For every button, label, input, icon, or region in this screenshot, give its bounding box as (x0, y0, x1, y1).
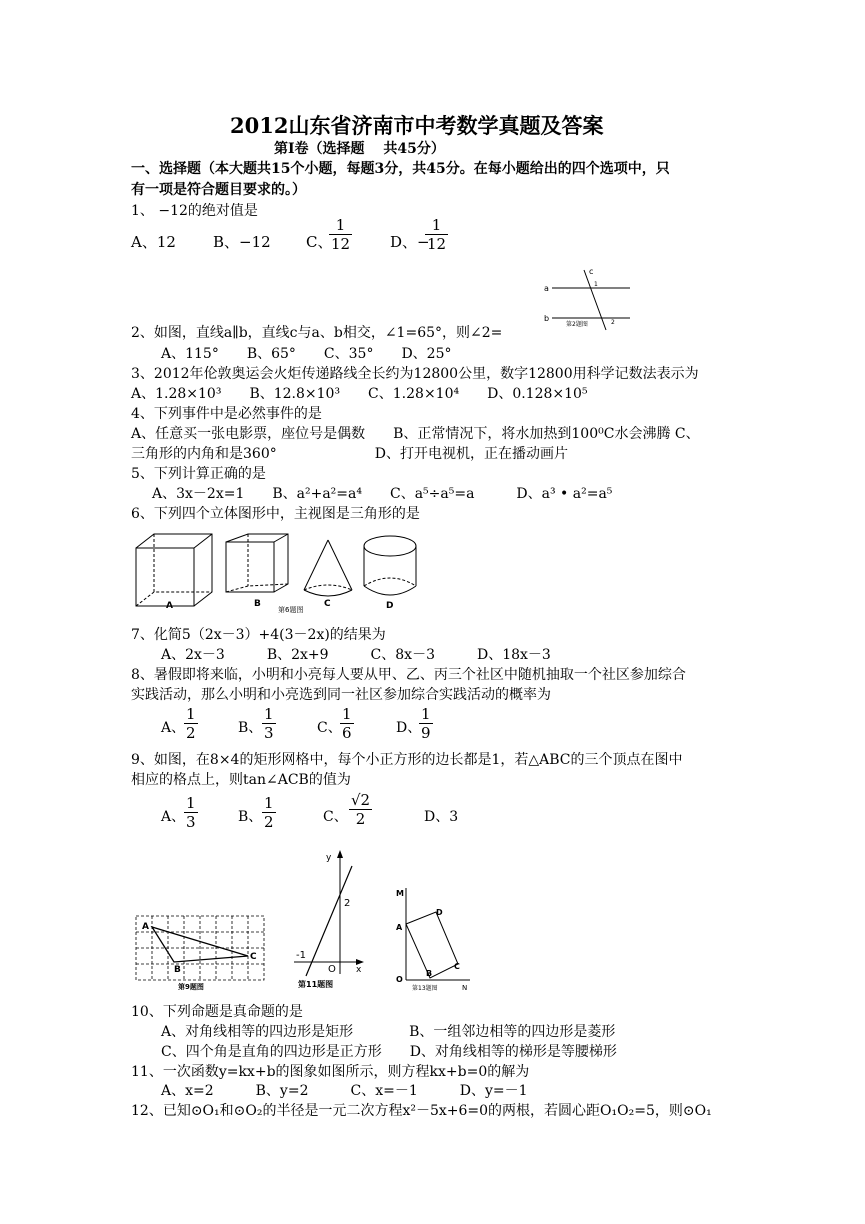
q9-option-b-prefix: B、 (238, 809, 263, 825)
q5-options: A、3x－2x=1 B、a²+a²=a⁴ C、a⁵÷a⁵=a D、a³ • a²=a⁵ (152, 486, 613, 502)
x-axis-label: x (356, 965, 362, 975)
solid-c-cone (304, 540, 352, 596)
q2-options: A、115° B、65° C、35° D、25° (161, 346, 452, 362)
q8-option-c-fraction (340, 705, 354, 742)
q1-option-d-prefix: D、− (390, 233, 430, 251)
fraction-numerator: 1 (329, 216, 352, 235)
q3-stem: 3、2012年伦敦奥运会火炬传递路线全长约为12800公里，数字12800用科学记数法表示为 (131, 366, 699, 382)
section-heading-line2: 有一项是符合题目要求的。） (131, 182, 306, 198)
q12-stem: 12、已知⊙O₁和⊙O₂的半径是一元二次方程x²－5x+6=0的两根，若圆心距O₁O₂=5，则⊙O₁ (131, 1103, 712, 1119)
q8-option-a-prefix: A、 (161, 720, 186, 736)
q9-line1: 9、如图，在8×4的矩形网格中，每个小正方形的边长都是1，若△ABC的三个顶点在图中 (131, 752, 683, 768)
section-subtitle: 第Ⅰ卷（选择题 共45分） (274, 141, 445, 157)
q9-option-a-fraction (184, 794, 198, 831)
q13-figure-caption: 第13题图 (412, 985, 438, 992)
fraction-denominator: 12 (331, 235, 351, 253)
q4-stem: 4、下列事件中是必然事件的是 (131, 406, 322, 422)
q6-stem: 6、下列四个立体图形中，主视图是三角形的是 (131, 506, 420, 522)
page-title: 2012山东省济南市中考数学真题及答案 (230, 113, 604, 138)
line-c-label: c (589, 267, 594, 276)
angle-1-label: 1 (594, 281, 598, 288)
q9-option-c-prefix: C、 (323, 809, 348, 825)
q6-figure-caption: 第6题图 (278, 606, 304, 614)
fraction-denominator: 6 (342, 724, 352, 742)
q2-figure (540, 268, 632, 332)
fraction-denominator: 2 (264, 813, 274, 831)
point-b-label: B (426, 969, 433, 978)
fraction-denominator: 3 (186, 813, 196, 831)
q8-line2: 实践活动，那么小明和小亮选到同一社区参加综合实践活动的概率为 (131, 687, 551, 703)
q11-figure (290, 848, 370, 990)
q8-option-b-prefix: B、 (238, 720, 263, 736)
point-c-label: C (454, 962, 460, 971)
q11-options: A、x=2 B、y=2 C、x=－1 D、y=－1 (161, 1083, 528, 1099)
angle-2-label: 2 (611, 319, 615, 326)
q8-option-a-fraction (184, 705, 198, 742)
q3-options: A、1.28×10³ B、12.8×10³ C、1.28×10⁴ D、0.128×10⁵ (131, 386, 588, 402)
fraction-denominator: 2 (186, 724, 196, 742)
line-a-label: a (544, 284, 549, 293)
q9-figure (134, 912, 266, 990)
q6-figure (130, 530, 420, 615)
q5-stem: 5、下列计算正确的是 (131, 466, 266, 482)
point-a-label: A (142, 922, 149, 932)
solid-d-cylinder (364, 536, 416, 595)
q1-option-b: B、−12 (213, 233, 271, 251)
q9-option-a-prefix: A、 (161, 809, 186, 825)
q4-line1: A、任意买一张电影票，座位号是偶数 B、正常情况下，将水加热到100⁰C水会沸腾 C、 (131, 426, 700, 442)
q8-option-c-prefix: C、 (317, 720, 342, 736)
q7-stem: 7、化简5（2x－3）+4(3－2x)的结果为 (131, 627, 386, 643)
point-n-label: N (462, 984, 468, 992)
q10-stem: 10、下列命题是真命题的是 (131, 1004, 303, 1020)
q9-option-b-fraction (262, 794, 276, 831)
q10-line2: C、四个角是直角的四边形是正方形 D、对角线相等的梯形是等腰梯形 (161, 1044, 617, 1060)
point-m-label: M (396, 889, 404, 898)
q11-figure-caption: 第11题图 (298, 980, 334, 989)
fraction-numerator: 1 (421, 705, 431, 723)
fraction-numerator: 1 (342, 705, 352, 723)
q1-option-a: A、12 (131, 233, 176, 251)
fraction-denominator: 3 (264, 724, 274, 742)
point-d-label: D (436, 908, 443, 917)
line-b-label: b (544, 314, 550, 323)
origin-label: O (328, 964, 336, 975)
point-c-label: C (250, 952, 257, 962)
solid-a-cube (136, 534, 212, 606)
q7-options: A、2x－3 B、2x+9 C、8x－3 D、18x－3 (161, 647, 551, 663)
q9-option-d: D、3 (424, 809, 459, 825)
q8-option-b-fraction (262, 705, 276, 742)
q1-option-c-prefix: C、 (306, 233, 333, 251)
solid-c-label: C (324, 599, 331, 609)
fraction-denominator: 9 (421, 724, 431, 742)
q1-option-c-fraction (329, 216, 352, 253)
fraction-numerator: 1 (264, 705, 274, 723)
q8-line1: 8、暑假即将来临，小明和小亮每人要从甲、乙、丙三个社区中随机抽取一个社区参加综合 (131, 667, 686, 683)
q9-option-c-fraction (349, 791, 372, 828)
q8-option-d-prefix: D、 (396, 720, 422, 736)
q13-figure (392, 884, 482, 994)
fraction-numerator: 1 (264, 794, 274, 812)
point-a-label: A (396, 923, 403, 932)
fraction-denominator: 12 (427, 235, 447, 253)
q10-line1: A、对角线相等的四边形是矩形 B、一组邻边相等的四边形是菱形 (161, 1024, 616, 1040)
q2-stem: 2、如图，直线a∥b，直线c与a、b相交，∠1=65°，则∠2= (131, 325, 503, 341)
solid-a-label: A (166, 601, 173, 611)
point-o-label: O (396, 975, 403, 984)
fraction-denominator: 2 (355, 810, 366, 828)
fraction-numerator: 1 (186, 794, 196, 812)
section-heading-line1: 一、选择题（本大题共15个小题，每题3分，共45分。在每小题给出的四个选项中，只 (131, 161, 670, 177)
fraction-numerator: 1 (425, 216, 448, 235)
q9-line2: 相应的格点上，则tan∠ACB的值为 (131, 772, 351, 788)
x-intercept-label: -1 (296, 950, 306, 961)
fraction-numerator: √2 (351, 791, 371, 809)
q11-stem: 11、一次函数y=kx+b的图象如图所示，则方程kx+b=0的解为 (131, 1064, 530, 1080)
y-axis-label: y (326, 853, 332, 863)
y-intercept-label: 2 (344, 898, 351, 909)
q8-option-d-fraction (419, 705, 433, 742)
q1-option-d-fraction (425, 216, 448, 253)
q9-figure-caption: 第9题图 (178, 983, 204, 991)
q2-figure-caption: 第2题图 (566, 321, 588, 328)
point-b-label: B (174, 965, 181, 975)
solid-d-label: D (386, 601, 394, 611)
solid-b-prism (226, 534, 288, 592)
q4-line2: 三角形的内角和是360° D、打开电视机，正在播动画片 (131, 446, 568, 462)
fraction-numerator: 1 (186, 705, 196, 723)
solid-b-label: B (254, 599, 261, 609)
q1-stem: 1、 −12的绝对值是 (131, 203, 258, 219)
